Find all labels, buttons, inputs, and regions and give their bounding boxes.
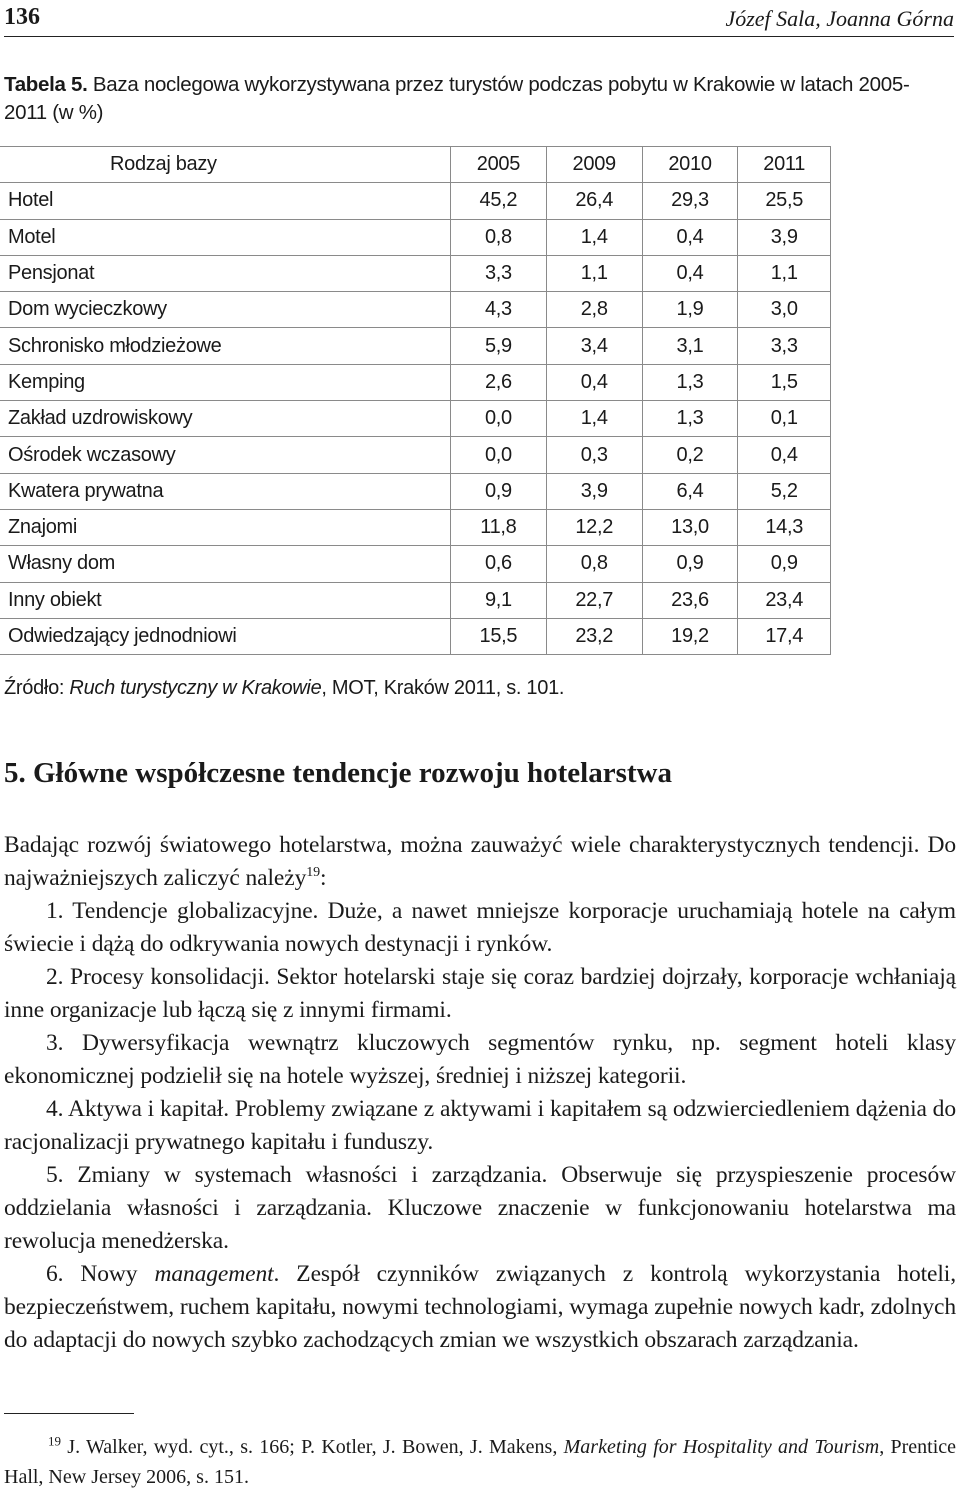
value-cell: 1,3 [642, 364, 738, 400]
section-heading: 5. Główne współczesne tendencje rozwoju hotelarstwa [4, 757, 672, 789]
value-cell: 0,0 [451, 437, 547, 473]
table-row [0, 183, 831, 219]
row-label-cell: Schronisko młodzieżowe [0, 328, 451, 364]
value-cell: 1,4 [546, 401, 642, 437]
table-header-cell: 2005 [451, 147, 547, 183]
value-cell: 5,9 [451, 328, 547, 364]
value-cell: 12,2 [546, 509, 642, 545]
table-header-cell: 2011 [738, 147, 831, 183]
table-row [0, 255, 831, 291]
value-cell: 0,6 [451, 546, 547, 582]
page-number: 136 [4, 4, 40, 30]
table-caption-label: Tabela 5. [4, 73, 88, 96]
row-label-cell: Zakład uzdrowiskowy [0, 401, 451, 437]
row-label-cell: Ośrodek wczasowy [0, 437, 451, 473]
table-row [0, 473, 831, 509]
row-label-cell: Znajomi [0, 509, 451, 545]
value-cell: 19,2 [642, 618, 738, 654]
table-row [0, 292, 831, 328]
value-cell: 0,9 [451, 473, 547, 509]
value-cell: 29,3 [642, 183, 738, 219]
table-header-row [0, 147, 831, 183]
value-cell: 0,8 [451, 219, 547, 255]
row-label-cell: Dom wycieczkowy [0, 292, 451, 328]
value-cell: 1,9 [642, 292, 738, 328]
value-cell: 14,3 [738, 509, 831, 545]
table-row [0, 509, 831, 545]
value-cell: 0,8 [546, 546, 642, 582]
value-cell: 25,5 [738, 183, 831, 219]
intro-paragraph [4, 829, 956, 895]
intro-end: : [320, 865, 327, 891]
footnote-text-end: , Prentice Hall, New Jersey 2006, s. 151. [4, 1436, 957, 1488]
row-label-cell: Odwiedzający jednodniowi [0, 618, 451, 654]
value-cell: 1,5 [738, 364, 831, 400]
value-cell: 2,8 [546, 292, 642, 328]
table-row [0, 546, 831, 582]
value-cell: 0,4 [546, 364, 642, 400]
list-item: 1. Tendencje globalizacyjne. Duże, a nawet mniejsze korporacje uruchamiają hotele na całym świecie i dążą do odkrywania nowych destynacji i rynków. [4, 898, 956, 957]
value-cell: 1,4 [546, 219, 642, 255]
row-label-cell: Pensjonat [0, 255, 451, 291]
table-row [0, 364, 831, 400]
row-label-cell: Inny obiekt [0, 582, 451, 618]
value-cell: 23,2 [546, 618, 642, 654]
table-row [0, 219, 831, 255]
value-cell: 23,6 [642, 582, 738, 618]
value-cell: 0,9 [738, 546, 831, 582]
value-cell: 4,3 [451, 292, 547, 328]
body-text [4, 829, 956, 1357]
source-title: Ruch turystyczny w Krakowie [69, 677, 322, 699]
value-cell: 6,4 [642, 473, 738, 509]
table-body [0, 183, 831, 655]
table-caption [4, 71, 944, 127]
table-source [4, 677, 904, 700]
value-cell: 0,2 [642, 437, 738, 473]
item6-rest: . Zespół czynników związanych z kontrolą wykorzystania hoteli, bezpieczeństwem, ruchem kapitału, nowymi technologiami, wymaga zupełnie nowych kadr, zdolnych do adaptacji do nowych szybko zachodzących zmian we wszystkich obszarach zarządzania. [4, 1261, 956, 1353]
table-row [0, 437, 831, 473]
row-label-cell: Kemping [0, 364, 451, 400]
value-cell: 1,1 [546, 255, 642, 291]
value-cell: 2,6 [451, 364, 547, 400]
value-cell: 3,0 [738, 292, 831, 328]
value-cell: 22,7 [546, 582, 642, 618]
list-item [4, 1258, 956, 1357]
value-cell: 0,9 [642, 546, 738, 582]
list-item: 3. Dywersyfikacja wewnątrz kluczowych segmentów rynku, np. segment hoteli klasy ekonomicznej podzielił się na hotele wyższej, średniej i niższej kategorii. [4, 1030, 956, 1089]
value-cell: 15,5 [451, 618, 547, 654]
footnote-title: Marketing for Hospitality and Tourism [563, 1436, 880, 1458]
value-cell: 3,1 [642, 328, 738, 364]
value-cell: 26,4 [546, 183, 642, 219]
value-cell: 13,0 [642, 509, 738, 545]
value-cell: 0,4 [642, 255, 738, 291]
header-rule [4, 36, 954, 37]
value-cell: 3,3 [738, 328, 831, 364]
value-cell: 3,9 [738, 219, 831, 255]
value-cell: 45,2 [451, 183, 547, 219]
table-header-cell: Rodzaj bazy [0, 147, 451, 183]
value-cell: 5,2 [738, 473, 831, 509]
row-label-cell: Hotel [0, 183, 451, 219]
row-label-cell: Kwatera prywatna [0, 473, 451, 509]
row-label-cell: Własny dom [0, 546, 451, 582]
running-header [4, 0, 954, 34]
footnote-text-start: J. Walker, wyd. cyt., s. 166; P. Kotler, J. Bowen, J. Makens, [61, 1436, 564, 1458]
footnote-number: 19 [48, 1433, 61, 1449]
source-rest: , MOT, Kraków 2011, s. 101. [321, 677, 565, 699]
value-cell: 9,1 [451, 582, 547, 618]
running-header-authors: Józef Sala, Joanna Górna [725, 6, 954, 31]
value-cell: 1,1 [738, 255, 831, 291]
intro-text: Badając rozwój światowego hotelarstwa, można zauważyć wiele charakterystycznych tendencji. Do najważniejszych zaliczyć należy [4, 832, 956, 891]
table-header-cell: 2010 [642, 147, 738, 183]
list-item: 5. Zmiany w systemach własności i zarządzania. Obserwuje się przyspieszenie procesów oddzielania własności i zarządzania. Kluczowe znaczenie w funkcjonowaniu hotelarstwa ma rewolucja menedżerska. [4, 1162, 956, 1254]
source-label: Źródło: [4, 677, 65, 699]
table-row [0, 618, 831, 654]
footnote [4, 1432, 956, 1492]
table-caption-text: Baza noclegowa wykorzystywana przez turystów podczas pobytu w Krakowie w latach 2005-2011 (w %) [4, 73, 910, 124]
value-cell: 0,4 [642, 219, 738, 255]
value-cell: 3,9 [546, 473, 642, 509]
value-cell: 3,3 [451, 255, 547, 291]
footnote-rule [4, 1413, 134, 1414]
table-row [0, 582, 831, 618]
value-cell: 0,4 [738, 437, 831, 473]
value-cell: 11,8 [451, 509, 547, 545]
table-header-cell: 2009 [546, 147, 642, 183]
table-row [0, 401, 831, 437]
value-cell: 17,4 [738, 618, 831, 654]
value-cell: 1,3 [642, 401, 738, 437]
value-cell: 3,4 [546, 328, 642, 364]
value-cell: 23,4 [738, 582, 831, 618]
item6-start: 6. Nowy [46, 1261, 155, 1287]
footnote-ref[interactable]: 19 [306, 865, 321, 881]
list-item: 2. Procesy konsolidacji. Sektor hotelarski staje się coraz bardziej dojrzały, korporacje wchłaniają inne organizacje lub łączą się z innymi firmami. [4, 964, 956, 1023]
item6-italic: management [154, 1261, 274, 1287]
data-table [0, 146, 831, 655]
table-row [0, 328, 831, 364]
value-cell: 0,1 [738, 401, 831, 437]
value-cell: 0,3 [546, 437, 642, 473]
value-cell: 0,0 [451, 401, 547, 437]
row-label-cell: Motel [0, 219, 451, 255]
list-item: 4. Aktywa i kapitał. Problemy związane z aktywami i kapitałem są odzwierciedleniem dążenia do racjonalizacji prywatnego kapitału i funduszy. [4, 1096, 956, 1155]
